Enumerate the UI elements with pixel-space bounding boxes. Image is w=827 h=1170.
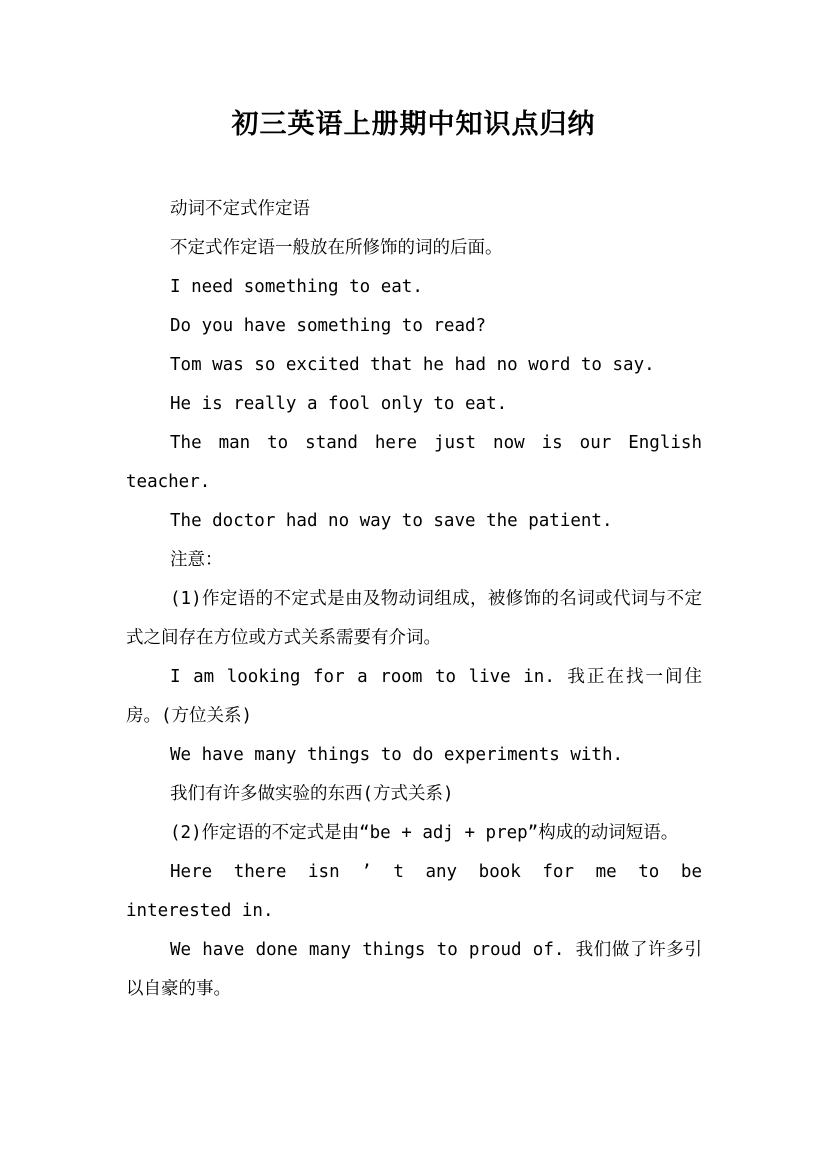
example-sentence: He is really a fool only to eat.: [170, 394, 508, 414]
example-sentence: Here there isn ’ t any book for me to be interested in.: [126, 862, 702, 921]
note-heading: 注意：: [170, 550, 223, 570]
example-sentence: I am looking for a room to live in. 我正在找一间住房。(方位关系): [126, 667, 702, 726]
paragraph: 不定式作定语一般放在所修饰的词的后面。: [170, 238, 503, 258]
example-sentence: The doctor had no way to save the patient.: [170, 511, 613, 531]
rule-paragraph: (2)作定语的不定式是由“be + adj + prep”构成的动词短语。: [170, 823, 679, 843]
example-sentence: Do you have something to read?: [170, 316, 487, 336]
example-sentence: The man to stand here just now is our English teacher.: [126, 433, 702, 492]
example-sentence: Tom was so excited that he had no word to say.: [170, 355, 655, 375]
example-sentence: I need something to eat.: [170, 277, 423, 297]
example-translation: 我们有许多做实验的东西(方式关系): [170, 784, 454, 804]
example-sentence: We have many things to do experiments with.: [170, 745, 624, 765]
document-title: 初三英语上册期中知识点归纳: [231, 109, 596, 140]
rule-paragraph: (1)作定语的不定式是由及物动词组成，被修饰的名词或代词与不定式之间存在方位或方式关系需要有介词。: [126, 589, 702, 648]
paragraph-heading: 动词不定式作定语: [170, 199, 310, 219]
example-sentence: We have done many things to proud of. 我们做了许多引以自豪的事。: [126, 940, 702, 999]
document-body: [126, 190, 702, 1009]
